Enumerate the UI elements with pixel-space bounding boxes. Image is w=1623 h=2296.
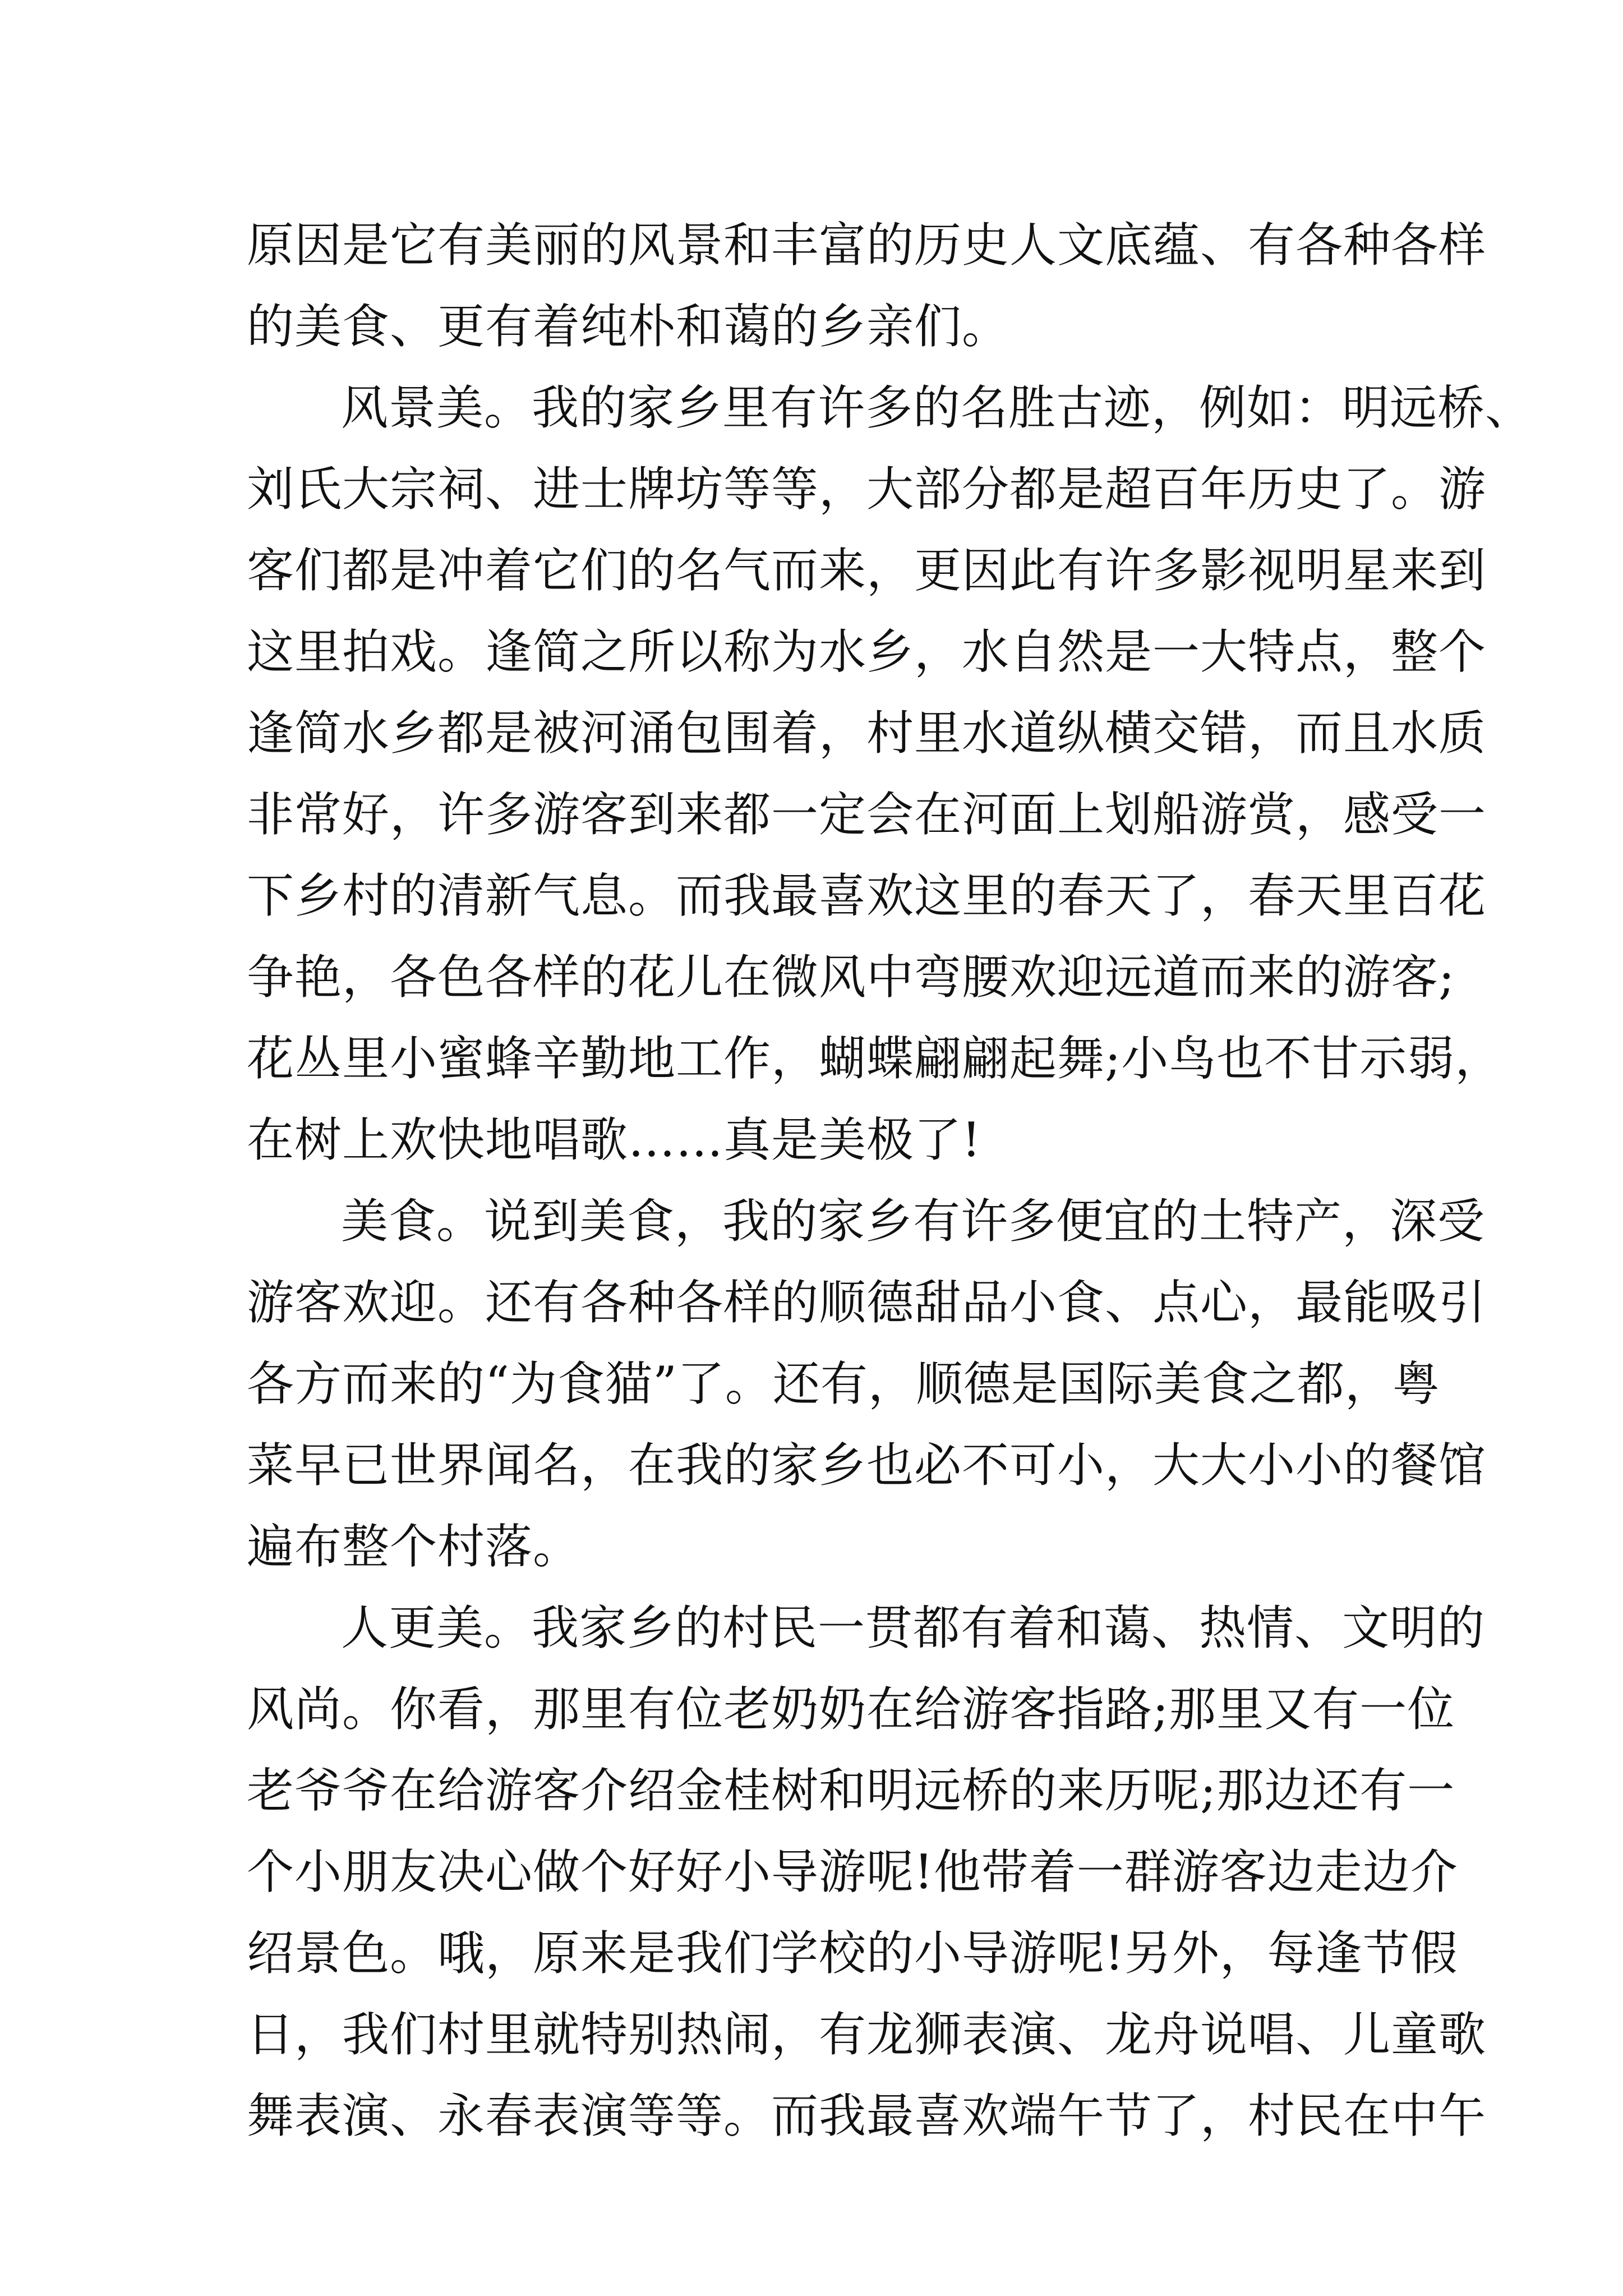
paragraph-start-line: 人更美。我家乡的村民一贯都有着和蔼、热情、文明的 [341,1600,1486,1655]
text-line: 争艳，各色各样的花儿在微风中弯腰欢迎远道而来的游客; [247,950,1455,1005]
text-line: 刘氏大宗祠、进士牌坊等等，大部分都是超百年历史了。游 [247,462,1487,517]
paragraph-start-line: 风景美。我的家乡里有许多的名胜古迹，例如：明远桥、 [341,380,1533,435]
text-line: 在树上欢快地唱歌……真是美极了! [247,1112,981,1167]
text-line: 遍布整个村落。 [247,1519,581,1574]
text-line: 日，我们村里就特别热闹，有龙狮表演、龙舟说唱、儿童歌 [247,2007,1487,2062]
text-line: 舞表演、永春表演等等。而我最喜欢端午节了，村民在中午 [247,2088,1487,2143]
text-line: 这里拍戏。逢简之所以称为水乡，水自然是一大特点，整个 [247,624,1487,679]
text-line: 个小朋友决心做个好好小导游呢!他带着一群游客边走边介 [247,1844,1458,1899]
text-line: 原因是它有美丽的风景和丰富的历史人文底蕴、有各种各样 [247,218,1487,273]
text-line: 各方而来的“为食猫”了。还有，顺德是国际美食之都，粤 [247,1356,1440,1411]
text-line: 花丛里小蜜蜂辛勤地工作，蝴蝶翩翩起舞;小鸟也不甘示弱， [247,1031,1503,1086]
text-line: 的美食、更有着纯朴和蔼的乡亲们。 [247,299,1010,354]
text-line: 菜早已世界闻名，在我的家乡也必不可小，大大小小的餐馆 [247,1438,1487,1493]
text-line: 下乡村的清新气息。而我最喜欢这里的春天了，春天里百花 [247,868,1487,923]
text-line: 绍景色。哦，原来是我们学校的小导游呢!另外，每逢节假 [247,1926,1458,1981]
text-line: 非常好，许多游客到来都一定会在河面上划船游赏，感受一 [247,787,1487,842]
text-line: 逢简水乡都是被河涌包围着，村里水道纵横交错，而且水质 [247,706,1487,761]
text-line: 风尚。你看，那里有位老奶奶在给游客指路;那里又有一位 [247,1682,1455,1737]
paragraph-start-line: 美食。说到美食，我的家乡有许多便宜的土特产，深受 [341,1194,1486,1249]
body-text [247,205,1533,2157]
text-line: 老爷爷在给游客介绍金桂树和明远桥的来历呢;那边还有一 [247,1763,1455,1818]
text-line: 游客欢迎。还有各种各样的顺德甜品小食、点心，最能吸引 [247,1275,1487,1330]
text-line: 客们都是冲着它们的名气而来，更因此有许多影视明星来到 [247,543,1487,598]
